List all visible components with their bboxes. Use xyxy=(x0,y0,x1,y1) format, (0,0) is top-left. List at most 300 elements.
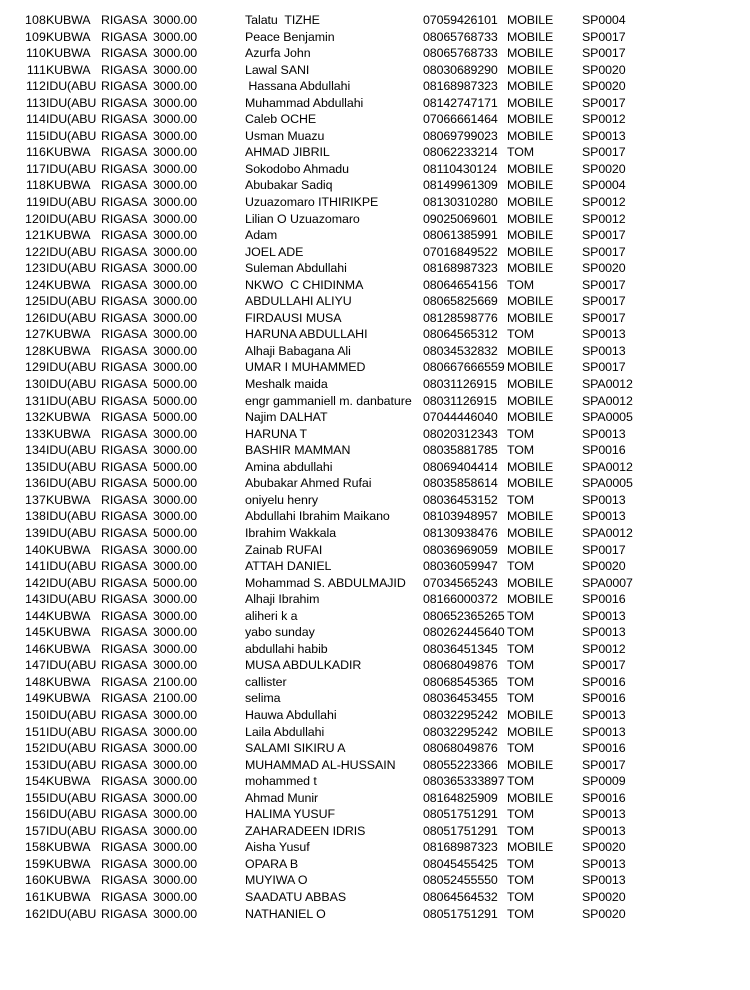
cell-loc: KUBWA xyxy=(46,327,91,342)
cell-type: MOBILE xyxy=(507,161,554,176)
table-row xyxy=(0,211,750,228)
table-row xyxy=(0,227,750,244)
cell-phone: 08051751291 xyxy=(423,823,498,838)
cell-type: MOBILE xyxy=(507,360,554,375)
cell-code: SP0013 xyxy=(582,873,626,888)
cell-phone: 07034565243 xyxy=(423,575,498,590)
cell-name-text: Sokodobo Ahmadu xyxy=(245,161,349,176)
cell-ward: RIGASA xyxy=(101,906,148,921)
cell-phone: 080262445640 xyxy=(423,625,505,640)
cell-code: SP0012 xyxy=(582,112,626,127)
cell-code: SP0020 xyxy=(582,261,626,276)
cell-num: 112 xyxy=(25,79,46,94)
cell-name-text: Najim DALHAT xyxy=(245,410,328,425)
cell-code: SP0013 xyxy=(582,492,626,507)
cell-phone: 08030689290 xyxy=(423,62,498,77)
cell-ward: RIGASA xyxy=(101,79,148,94)
table-row xyxy=(0,326,750,343)
cell-amt: 3000.00 xyxy=(153,261,198,276)
cell-num: 118 xyxy=(25,178,46,193)
cell-ward: RIGASA xyxy=(101,707,148,722)
cell-name-text: Uzuazomaro ITHIRIKPE xyxy=(245,195,379,210)
cell-loc: KUBWA xyxy=(46,426,91,441)
cell-name-text: Ahmad Munir xyxy=(245,790,319,805)
cell-type: TOM xyxy=(507,559,535,574)
cell-code: SP0017 xyxy=(582,145,626,160)
cell-type: MOBILE xyxy=(507,343,554,358)
cell-name xyxy=(245,542,423,559)
cell-amt: 3000.00 xyxy=(153,790,198,805)
cell-loc: IDU(ABU xyxy=(46,525,97,540)
cell-code: SP0020 xyxy=(582,161,626,176)
cell-code: SP0012 xyxy=(582,211,626,226)
cell-name xyxy=(245,724,423,741)
cell-phone: 08068049876 xyxy=(423,658,498,673)
cell-loc: KUBWA xyxy=(46,856,91,871)
cell-code: SP0009 xyxy=(582,774,626,789)
cell-phone: 07066661464 xyxy=(423,112,498,127)
cell-amt: 3000.00 xyxy=(153,128,198,143)
cell-ward: RIGASA xyxy=(101,112,148,127)
cell-type: MOBILE xyxy=(507,707,554,722)
cell-ward: RIGASA xyxy=(101,608,148,623)
cell-loc: IDU(ABU xyxy=(46,509,97,524)
cell-amt: 3000.00 xyxy=(153,823,198,838)
cell-name-text: Amina abdullahi xyxy=(245,459,333,474)
table-row xyxy=(0,45,750,62)
cell-phone: 08110430124 xyxy=(423,161,497,176)
cell-loc: KUBWA xyxy=(46,608,91,623)
cell-code: SP0013 xyxy=(582,856,626,871)
cell-name xyxy=(245,707,423,724)
table-row xyxy=(0,740,750,757)
cell-phone: 07059426101 xyxy=(423,13,498,27)
cell-num: 148 xyxy=(25,674,46,689)
cell-amt: 3000.00 xyxy=(153,13,198,27)
table-row xyxy=(0,293,750,310)
cell-code: SP0013 xyxy=(582,625,626,640)
cell-name xyxy=(245,442,423,459)
cell-num: 130 xyxy=(25,377,46,392)
cell-code: SP0017 xyxy=(582,95,626,110)
cell-num: 145 xyxy=(25,625,46,640)
cell-phone: 08020312343 xyxy=(423,426,498,441)
cell-phone: 08055223366 xyxy=(423,757,498,772)
cell-ward: RIGASA xyxy=(101,724,148,739)
cell-name-text: SALAMI SIKIRU A xyxy=(245,741,346,756)
cell-loc: IDU(ABU xyxy=(46,592,97,607)
cell-amt: 3000.00 xyxy=(153,161,198,176)
cell-amt: 3000.00 xyxy=(153,641,198,656)
cell-num: 150 xyxy=(25,707,46,722)
cell-loc: IDU(ABU xyxy=(46,393,97,408)
cell-name-text: Abubakar Sadiq xyxy=(245,178,333,193)
cell-name-text: selima xyxy=(245,691,281,706)
cell-code: SP0020 xyxy=(582,840,626,855)
cell-phone: 08036453152 xyxy=(423,492,498,507)
cell-name xyxy=(245,426,423,443)
table-row xyxy=(0,111,750,128)
cell-phone: 08032295242 xyxy=(423,707,498,722)
cell-num: 129 xyxy=(25,360,46,375)
cell-num: 137 xyxy=(25,492,46,507)
cell-code: SP0016 xyxy=(582,741,626,756)
cell-loc: IDU(ABU xyxy=(46,559,97,574)
cell-amt: 3000.00 xyxy=(153,343,198,358)
table-row xyxy=(0,674,750,691)
cell-ward: RIGASA xyxy=(101,807,148,822)
cell-amt: 3000.00 xyxy=(153,426,198,441)
cell-ward: RIGASA xyxy=(101,774,148,789)
cell-code: SP0020 xyxy=(582,62,626,77)
table-row xyxy=(0,525,750,542)
cell-ward: RIGASA xyxy=(101,277,148,292)
cell-type: TOM xyxy=(507,856,535,871)
cell-loc: KUBWA xyxy=(46,840,91,855)
cell-name xyxy=(245,78,423,95)
cell-type: MOBILE xyxy=(507,509,554,524)
cell-num: 134 xyxy=(25,443,46,458)
cell-name-text: ATTAH DANIEL xyxy=(245,559,332,574)
cell-name xyxy=(245,326,423,343)
cell-num: 146 xyxy=(25,641,46,656)
cell-ward: RIGASA xyxy=(101,95,148,110)
cell-num: 138 xyxy=(25,509,46,524)
cell-amt: 3000.00 xyxy=(153,707,198,722)
cell-loc: KUBWA xyxy=(46,492,91,507)
cell-name-text: Azurfa John xyxy=(245,46,311,61)
cell-ward: RIGASA xyxy=(101,261,148,276)
cell-amt: 3000.00 xyxy=(153,724,198,739)
cell-phone: 080365333897 xyxy=(423,774,505,789)
cell-type: TOM xyxy=(507,658,535,673)
cell-amt: 3000.00 xyxy=(153,509,198,524)
cell-name-text: Abubakar Ahmed Rufai xyxy=(245,476,372,491)
cell-code: SP0017 xyxy=(582,244,626,259)
cell-code: SP0017 xyxy=(582,46,626,61)
cell-type: TOM xyxy=(507,277,535,292)
cell-ward: RIGASA xyxy=(101,13,148,27)
cell-name xyxy=(245,757,423,774)
cell-phone: 08069799023 xyxy=(423,128,498,143)
cell-num: 127 xyxy=(25,327,46,342)
table-row xyxy=(0,906,750,923)
cell-code: SP0020 xyxy=(582,79,626,94)
cell-loc: IDU(ABU xyxy=(46,707,97,722)
cell-name xyxy=(245,459,423,476)
cell-name-text: MUSA ABDULKADIR xyxy=(245,658,362,673)
cell-name-text: SAADATU ABBAS xyxy=(245,889,347,904)
cell-name-text: Alhaji Ibrahim xyxy=(245,592,320,607)
cell-amt: 3000.00 xyxy=(153,29,198,44)
cell-name-text: callister xyxy=(245,674,287,689)
cell-name xyxy=(245,740,423,757)
cell-num: 124 xyxy=(25,277,46,292)
cell-type: TOM xyxy=(507,873,535,888)
cell-amt: 3000.00 xyxy=(153,873,198,888)
table-row xyxy=(0,310,750,327)
cell-type: MOBILE xyxy=(507,228,554,243)
cell-name xyxy=(245,45,423,62)
cell-name-text: Meshalk maida xyxy=(245,377,328,392)
cell-loc: IDU(ABU xyxy=(46,261,97,276)
cell-loc: IDU(ABU xyxy=(46,161,97,176)
cell-num: 157 xyxy=(25,823,46,838)
table-row xyxy=(0,62,750,79)
cell-loc: KUBWA xyxy=(46,343,91,358)
cell-name xyxy=(245,260,423,277)
cell-type: TOM xyxy=(507,774,535,789)
cell-name-text: Adam xyxy=(245,228,278,243)
cell-loc: IDU(ABU xyxy=(46,724,97,739)
cell-type: TOM xyxy=(507,906,535,921)
cell-loc: IDU(ABU xyxy=(46,79,97,94)
cell-ward: RIGASA xyxy=(101,459,148,474)
cell-phone: 08149961309 xyxy=(423,178,498,193)
cell-type: TOM xyxy=(507,145,535,160)
cell-code: SP0017 xyxy=(582,29,626,44)
cell-loc: IDU(ABU xyxy=(46,128,97,143)
cell-num: 120 xyxy=(25,211,46,226)
cell-num: 153 xyxy=(25,757,46,772)
cell-ward: RIGASA xyxy=(101,625,148,640)
cell-type: MOBILE xyxy=(507,790,554,805)
cell-name-text: ZAHARADEEN IDRIS xyxy=(245,823,366,838)
cell-num: 126 xyxy=(25,310,46,325)
cell-ward: RIGASA xyxy=(101,525,148,540)
cell-type: TOM xyxy=(507,823,535,838)
cell-type: TOM xyxy=(507,492,535,507)
cell-code: SP0016 xyxy=(582,674,626,689)
cell-name xyxy=(245,359,423,376)
cell-num: 162 xyxy=(25,906,46,921)
cell-loc: IDU(ABU xyxy=(46,807,97,822)
cell-phone: 08036059947 xyxy=(423,559,498,574)
cell-ward: RIGASA xyxy=(101,641,148,656)
cell-name xyxy=(245,95,423,112)
cell-ward: RIGASA xyxy=(101,674,148,689)
cell-type: MOBILE xyxy=(507,757,554,772)
cell-phone: 08064654156 xyxy=(423,277,498,292)
cell-ward: RIGASA xyxy=(101,161,148,176)
cell-code: SP0017 xyxy=(582,310,626,325)
cell-amt: 5000.00 xyxy=(153,459,198,474)
cell-num: 135 xyxy=(25,459,46,474)
cell-amt: 5000.00 xyxy=(153,476,198,491)
cell-num: 122 xyxy=(25,244,46,259)
table-row xyxy=(0,856,750,873)
cell-name-text: oniyelu henry xyxy=(245,492,319,507)
cell-code: SP0013 xyxy=(582,724,626,739)
cell-ward: RIGASA xyxy=(101,426,148,441)
cell-phone: 08168987323 xyxy=(423,840,498,855)
cell-amt: 3000.00 xyxy=(153,211,198,226)
cell-name xyxy=(245,376,423,393)
cell-code: SPA0012 xyxy=(582,393,633,408)
cell-name xyxy=(245,211,423,228)
cell-phone: 08051751291 xyxy=(423,906,498,921)
cell-num: 158 xyxy=(25,840,46,855)
table-row xyxy=(0,707,750,724)
cell-name xyxy=(245,806,423,823)
cell-num: 160 xyxy=(25,873,46,888)
cell-name-text: Peace Benjamin xyxy=(245,29,335,44)
cell-phone: 08128598776 xyxy=(423,310,498,325)
cell-loc: KUBWA xyxy=(46,873,91,888)
payment-register-table xyxy=(0,12,750,922)
cell-name-text: BASHIR MAMMAN xyxy=(245,443,351,458)
cell-ward: RIGASA xyxy=(101,575,148,590)
cell-code: SP0017 xyxy=(582,542,626,557)
cell-code: SP0017 xyxy=(582,228,626,243)
cell-name-text: MUYIWA O xyxy=(245,873,308,888)
cell-num: 156 xyxy=(25,807,46,822)
cell-num: 136 xyxy=(25,476,46,491)
cell-name-text: FIRDAUSI MUSA xyxy=(245,310,342,325)
cell-amt: 3000.00 xyxy=(153,658,198,673)
table-row xyxy=(0,128,750,145)
cell-loc: IDU(ABU xyxy=(46,790,97,805)
cell-code: SP0004 xyxy=(582,178,626,193)
cell-code: SP0017 xyxy=(582,277,626,292)
cell-name xyxy=(245,690,423,707)
cell-num: 117 xyxy=(25,161,46,176)
cell-ward: RIGASA xyxy=(101,757,148,772)
cell-name xyxy=(245,12,423,29)
cell-phone: 08130310280 xyxy=(423,195,498,210)
cell-amt: 3000.00 xyxy=(153,492,198,507)
cell-phone: 08061385991 xyxy=(423,228,498,243)
cell-phone: 08065768733 xyxy=(423,46,498,61)
cell-type: MOBILE xyxy=(507,178,554,193)
cell-type: TOM xyxy=(507,608,535,623)
cell-loc: IDU(ABU xyxy=(46,112,97,127)
cell-phone: 08168987323 xyxy=(423,79,498,94)
cell-num: 151 xyxy=(25,724,46,739)
table-row xyxy=(0,790,750,807)
cell-ward: RIGASA xyxy=(101,889,148,904)
cell-code: SP0013 xyxy=(582,128,626,143)
cell-num: 123 xyxy=(25,261,46,276)
cell-type: MOBILE xyxy=(507,244,554,259)
cell-name-text: Aisha Yusuf xyxy=(245,840,310,855)
cell-code: SP0016 xyxy=(582,790,626,805)
table-row xyxy=(0,839,750,856)
table-row xyxy=(0,376,750,393)
cell-name xyxy=(245,624,423,641)
cell-ward: RIGASA xyxy=(101,360,148,375)
cell-name xyxy=(245,111,423,128)
cell-ward: RIGASA xyxy=(101,741,148,756)
cell-code: SP0016 xyxy=(582,592,626,607)
cell-type: MOBILE xyxy=(507,46,554,61)
cell-type: MOBILE xyxy=(507,724,554,739)
cell-name-text: aliheri k a xyxy=(245,608,298,623)
table-row xyxy=(0,773,750,790)
cell-amt: 3000.00 xyxy=(153,559,198,574)
cell-amt: 3000.00 xyxy=(153,178,198,193)
cell-num: 113 xyxy=(25,95,46,110)
cell-phone: 08035858614 xyxy=(423,476,498,491)
cell-amt: 3000.00 xyxy=(153,757,198,772)
cell-code: SP0013 xyxy=(582,608,626,623)
cell-name xyxy=(245,657,423,674)
cell-name-text: Laila Abdullahi xyxy=(245,724,325,739)
cell-amt: 3000.00 xyxy=(153,856,198,871)
cell-loc: IDU(ABU xyxy=(46,459,97,474)
cell-ward: RIGASA xyxy=(101,509,148,524)
table-row xyxy=(0,29,750,46)
table-row xyxy=(0,542,750,559)
cell-num: 140 xyxy=(25,542,46,557)
cell-name xyxy=(245,409,423,426)
cell-phone: 08052455550 xyxy=(423,873,498,888)
cell-phone: 08036451345 xyxy=(423,641,498,656)
cell-loc: IDU(ABU xyxy=(46,906,97,921)
cell-amt: 3000.00 xyxy=(153,244,198,259)
cell-phone: 08164825909 xyxy=(423,790,498,805)
cell-num: 133 xyxy=(25,426,46,441)
cell-phone: 08031126915 xyxy=(423,377,497,392)
cell-loc: IDU(ABU xyxy=(46,211,97,226)
cell-ward: RIGASA xyxy=(101,691,148,706)
cell-type: MOBILE xyxy=(507,542,554,557)
cell-phone: 07016849522 xyxy=(423,244,498,259)
cell-code: SPA0012 xyxy=(582,525,633,540)
cell-code: SP0017 xyxy=(582,658,626,673)
cell-name xyxy=(245,608,423,625)
cell-amt: 3000.00 xyxy=(153,360,198,375)
cell-ward: RIGASA xyxy=(101,377,148,392)
table-row xyxy=(0,757,750,774)
cell-ward: RIGASA xyxy=(101,178,148,193)
table-row xyxy=(0,359,750,376)
cell-name xyxy=(245,128,423,145)
cell-amt: 3000.00 xyxy=(153,807,198,822)
cell-amt: 5000.00 xyxy=(153,525,198,540)
cell-loc: IDU(ABU xyxy=(46,757,97,772)
cell-num: 110 xyxy=(25,46,46,61)
cell-type: MOBILE xyxy=(507,310,554,325)
cell-phone: 08064565312 xyxy=(423,327,498,342)
table-row xyxy=(0,823,750,840)
cell-num: 119 xyxy=(25,195,46,210)
cell-loc: IDU(ABU xyxy=(46,244,97,259)
cell-code: SP0020 xyxy=(582,906,626,921)
cell-name-text: Talatu TIZHE xyxy=(245,13,320,27)
cell-type: MOBILE xyxy=(507,195,554,210)
cell-ward: RIGASA xyxy=(101,658,148,673)
cell-num: 109 xyxy=(25,29,46,44)
cell-num: 143 xyxy=(25,592,46,607)
cell-phone: 08065825669 xyxy=(423,294,498,309)
cell-code: SP0013 xyxy=(582,707,626,722)
cell-amt: 5000.00 xyxy=(153,575,198,590)
cell-type: MOBILE xyxy=(507,525,554,540)
cell-ward: RIGASA xyxy=(101,195,148,210)
cell-ward: RIGASA xyxy=(101,410,148,425)
cell-name-text: Hauwa Abdullahi xyxy=(245,707,337,722)
cell-ward: RIGASA xyxy=(101,592,148,607)
cell-code: SP0013 xyxy=(582,343,626,358)
cell-code: SPA0012 xyxy=(582,377,633,392)
cell-code: SP0017 xyxy=(582,360,626,375)
table-row xyxy=(0,161,750,178)
cell-amt: 3000.00 xyxy=(153,741,198,756)
cell-num: 125 xyxy=(25,294,46,309)
cell-amt: 3000.00 xyxy=(153,95,198,110)
cell-name-text: AHMAD JIBRIL xyxy=(245,145,330,160)
